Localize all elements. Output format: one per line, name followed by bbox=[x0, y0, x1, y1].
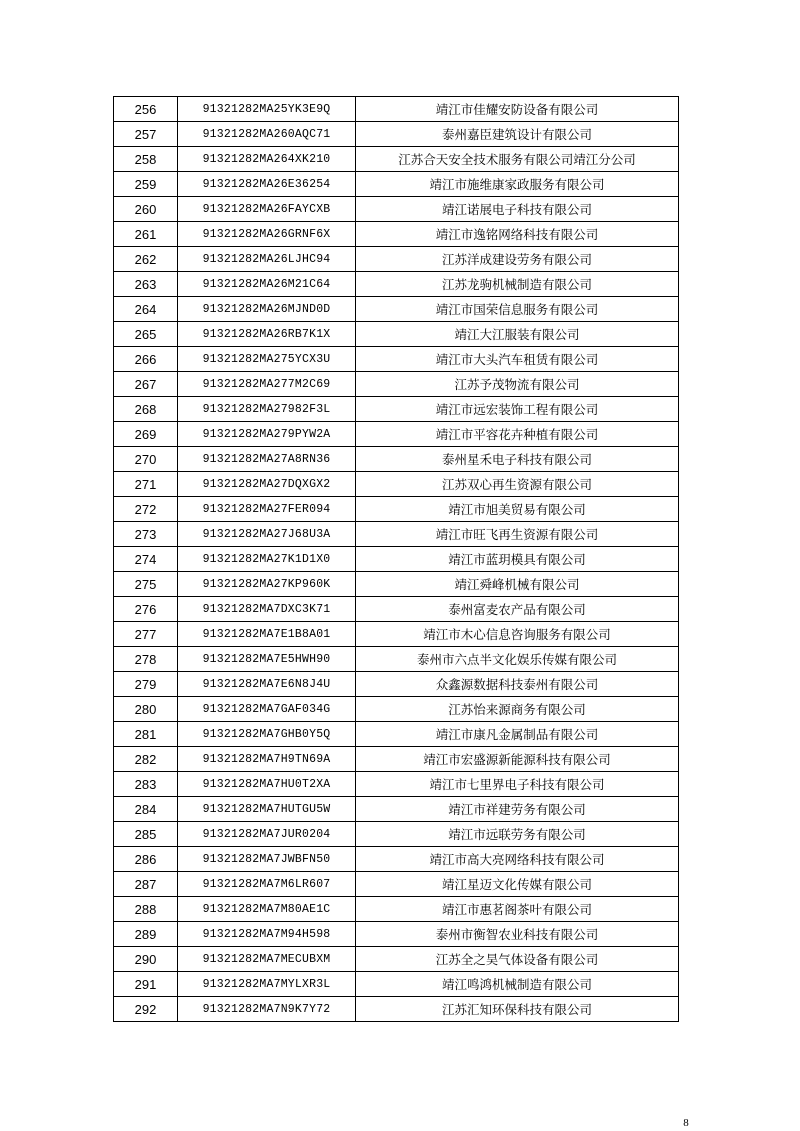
table-row bbox=[114, 822, 679, 847]
credit-code: 91321282MA7GHB0Y5Q bbox=[178, 722, 356, 747]
credit-code: 91321282MA7M6LR607 bbox=[178, 872, 356, 897]
credit-code: 91321282MA26LJHC94 bbox=[178, 247, 356, 272]
row-number: 280 bbox=[114, 697, 178, 722]
table-body bbox=[114, 97, 679, 1022]
company-name: 靖江市惠茗阁茶叶有限公司 bbox=[356, 897, 679, 922]
row-number: 265 bbox=[114, 322, 178, 347]
table-row bbox=[114, 697, 679, 722]
credit-code: 91321282MA27982F3L bbox=[178, 397, 356, 422]
company-name: 靖江诺展电子科技有限公司 bbox=[356, 197, 679, 222]
table-row bbox=[114, 347, 679, 372]
table-row bbox=[114, 97, 679, 122]
row-number: 283 bbox=[114, 772, 178, 797]
row-number: 287 bbox=[114, 872, 178, 897]
credit-code: 91321282MA27FER094 bbox=[178, 497, 356, 522]
table-row bbox=[114, 872, 679, 897]
company-name: 靖江市远联劳务有限公司 bbox=[356, 822, 679, 847]
credit-code: 91321282MA279PYW2A bbox=[178, 422, 356, 447]
credit-code: 91321282MA7E6N8J4U bbox=[178, 672, 356, 697]
credit-code: 91321282MA27DQXGX2 bbox=[178, 472, 356, 497]
row-number: 285 bbox=[114, 822, 178, 847]
company-list-table bbox=[113, 96, 678, 1022]
credit-code: 91321282MA7H9TN69A bbox=[178, 747, 356, 772]
company-name: 众鑫源数据科技泰州有限公司 bbox=[356, 672, 679, 697]
table-row bbox=[114, 422, 679, 447]
row-number: 277 bbox=[114, 622, 178, 647]
company-name: 泰州市衡智农业科技有限公司 bbox=[356, 922, 679, 947]
company-name: 靖江市宏盛源新能源科技有限公司 bbox=[356, 747, 679, 772]
credit-code: 91321282MA25YK3E9Q bbox=[178, 97, 356, 122]
credit-code: 91321282MA26GRNF6X bbox=[178, 222, 356, 247]
company-name: 靖江市旺飞再生资源有限公司 bbox=[356, 522, 679, 547]
table-row bbox=[114, 547, 679, 572]
row-number: 261 bbox=[114, 222, 178, 247]
table-row bbox=[114, 472, 679, 497]
company-name: 泰州星禾电子科技有限公司 bbox=[356, 447, 679, 472]
row-number: 281 bbox=[114, 722, 178, 747]
row-number: 289 bbox=[114, 922, 178, 947]
credit-code: 91321282MA26M21C64 bbox=[178, 272, 356, 297]
table-row bbox=[114, 297, 679, 322]
table-row bbox=[114, 772, 679, 797]
company-table bbox=[113, 96, 679, 1022]
table-row bbox=[114, 397, 679, 422]
table-row bbox=[114, 172, 679, 197]
credit-code: 91321282MA264XK210 bbox=[178, 147, 356, 172]
credit-code: 91321282MA7E5HWH90 bbox=[178, 647, 356, 672]
company-name: 靖江市远宏装饰工程有限公司 bbox=[356, 397, 679, 422]
credit-code: 91321282MA7HUTGU5W bbox=[178, 797, 356, 822]
company-name: 靖江市木心信息咨询服务有限公司 bbox=[356, 622, 679, 647]
table-row bbox=[114, 722, 679, 747]
credit-code: 91321282MA7HU0T2XA bbox=[178, 772, 356, 797]
table-row bbox=[114, 522, 679, 547]
page-number: 8 bbox=[683, 1117, 689, 1129]
table-row bbox=[114, 597, 679, 622]
row-number: 274 bbox=[114, 547, 178, 572]
table-row bbox=[114, 797, 679, 822]
company-name: 江苏洋成建设劳务有限公司 bbox=[356, 247, 679, 272]
company-name: 靖江市佳耀安防设备有限公司 bbox=[356, 97, 679, 122]
credit-code: 91321282MA26RB7K1X bbox=[178, 322, 356, 347]
company-name: 靖江市施维康家政服务有限公司 bbox=[356, 172, 679, 197]
row-number: 258 bbox=[114, 147, 178, 172]
credit-code: 91321282MA7E1B8A01 bbox=[178, 622, 356, 647]
row-number: 262 bbox=[114, 247, 178, 272]
table-row bbox=[114, 947, 679, 972]
company-name: 靖江市大头汽车租赁有限公司 bbox=[356, 347, 679, 372]
table-row bbox=[114, 747, 679, 772]
row-number: 290 bbox=[114, 947, 178, 972]
row-number: 282 bbox=[114, 747, 178, 772]
table-row bbox=[114, 247, 679, 272]
company-name: 靖江舜峰机械有限公司 bbox=[356, 572, 679, 597]
company-name: 靖江市平容花卉种植有限公司 bbox=[356, 422, 679, 447]
company-name: 江苏怡来源商务有限公司 bbox=[356, 697, 679, 722]
company-name: 靖江星迈文化传媒有限公司 bbox=[356, 872, 679, 897]
row-number: 263 bbox=[114, 272, 178, 297]
company-name: 靖江市旭美贸易有限公司 bbox=[356, 497, 679, 522]
row-number: 260 bbox=[114, 197, 178, 222]
table-row bbox=[114, 572, 679, 597]
credit-code: 91321282MA27J68U3A bbox=[178, 522, 356, 547]
table-row bbox=[114, 147, 679, 172]
row-number: 279 bbox=[114, 672, 178, 697]
credit-code: 91321282MA7DXC3K71 bbox=[178, 597, 356, 622]
company-name: 江苏汇知环保科技有限公司 bbox=[356, 997, 679, 1022]
table-row bbox=[114, 997, 679, 1022]
company-name: 靖江大江服装有限公司 bbox=[356, 322, 679, 347]
company-name: 靖江市七里界电子科技有限公司 bbox=[356, 772, 679, 797]
credit-code: 91321282MA7JWBFN50 bbox=[178, 847, 356, 872]
table-row bbox=[114, 897, 679, 922]
row-number: 286 bbox=[114, 847, 178, 872]
row-number: 284 bbox=[114, 797, 178, 822]
credit-code: 91321282MA26FAYCXB bbox=[178, 197, 356, 222]
table-row bbox=[114, 272, 679, 297]
company-name: 靖江市蓝玥模具有限公司 bbox=[356, 547, 679, 572]
credit-code: 91321282MA7MECUBXM bbox=[178, 947, 356, 972]
table-row bbox=[114, 222, 679, 247]
row-number: 275 bbox=[114, 572, 178, 597]
company-name: 靖江市国荣信息服务有限公司 bbox=[356, 297, 679, 322]
table-row bbox=[114, 647, 679, 672]
table-row bbox=[114, 847, 679, 872]
row-number: 269 bbox=[114, 422, 178, 447]
table-row bbox=[114, 497, 679, 522]
row-number: 276 bbox=[114, 597, 178, 622]
table-row bbox=[114, 922, 679, 947]
row-number: 267 bbox=[114, 372, 178, 397]
row-number: 257 bbox=[114, 122, 178, 147]
credit-code: 91321282MA26MJND0D bbox=[178, 297, 356, 322]
row-number: 259 bbox=[114, 172, 178, 197]
company-name: 江苏全之昊气体设备有限公司 bbox=[356, 947, 679, 972]
credit-code: 91321282MA27KP960K bbox=[178, 572, 356, 597]
row-number: 270 bbox=[114, 447, 178, 472]
credit-code: 91321282MA275YCX3U bbox=[178, 347, 356, 372]
row-number: 264 bbox=[114, 297, 178, 322]
row-number: 292 bbox=[114, 997, 178, 1022]
row-number: 288 bbox=[114, 897, 178, 922]
row-number: 266 bbox=[114, 347, 178, 372]
table-row bbox=[114, 122, 679, 147]
company-name: 靖江市康凡金属制品有限公司 bbox=[356, 722, 679, 747]
company-name: 江苏合天安全技术服务有限公司靖江分公司 bbox=[356, 147, 679, 172]
credit-code: 91321282MA7MYLXR3L bbox=[178, 972, 356, 997]
company-name: 靖江市逸铭网络科技有限公司 bbox=[356, 222, 679, 247]
credit-code: 91321282MA7M94H598 bbox=[178, 922, 356, 947]
table-row bbox=[114, 622, 679, 647]
credit-code: 91321282MA7JUR0204 bbox=[178, 822, 356, 847]
company-name: 江苏双心再生资源有限公司 bbox=[356, 472, 679, 497]
credit-code: 91321282MA7GAF034G bbox=[178, 697, 356, 722]
row-number: 268 bbox=[114, 397, 178, 422]
row-number: 291 bbox=[114, 972, 178, 997]
company-name: 江苏予茂物流有限公司 bbox=[356, 372, 679, 397]
credit-code: 91321282MA260AQC71 bbox=[178, 122, 356, 147]
company-name: 泰州嘉臣建筑设计有限公司 bbox=[356, 122, 679, 147]
credit-code: 91321282MA27K1D1X0 bbox=[178, 547, 356, 572]
credit-code: 91321282MA277M2C69 bbox=[178, 372, 356, 397]
table-row bbox=[114, 197, 679, 222]
credit-code: 91321282MA7M80AE1C bbox=[178, 897, 356, 922]
company-name: 靖江市高大亮网络科技有限公司 bbox=[356, 847, 679, 872]
table-row bbox=[114, 372, 679, 397]
row-number: 256 bbox=[114, 97, 178, 122]
row-number: 271 bbox=[114, 472, 178, 497]
table-row bbox=[114, 972, 679, 997]
row-number: 278 bbox=[114, 647, 178, 672]
company-name: 泰州市六点半文化娱乐传媒有限公司 bbox=[356, 647, 679, 672]
credit-code: 91321282MA26E36254 bbox=[178, 172, 356, 197]
company-name: 靖江鸣鸿机械制造有限公司 bbox=[356, 972, 679, 997]
row-number: 272 bbox=[114, 497, 178, 522]
company-name: 泰州富麦农产品有限公司 bbox=[356, 597, 679, 622]
row-number: 273 bbox=[114, 522, 178, 547]
table-row bbox=[114, 672, 679, 697]
table-row bbox=[114, 322, 679, 347]
table-row bbox=[114, 447, 679, 472]
company-name: 江苏龙驹机械制造有限公司 bbox=[356, 272, 679, 297]
credit-code: 91321282MA27A8RN36 bbox=[178, 447, 356, 472]
credit-code: 91321282MA7N9K7Y72 bbox=[178, 997, 356, 1022]
company-name: 靖江市祥建劳务有限公司 bbox=[356, 797, 679, 822]
